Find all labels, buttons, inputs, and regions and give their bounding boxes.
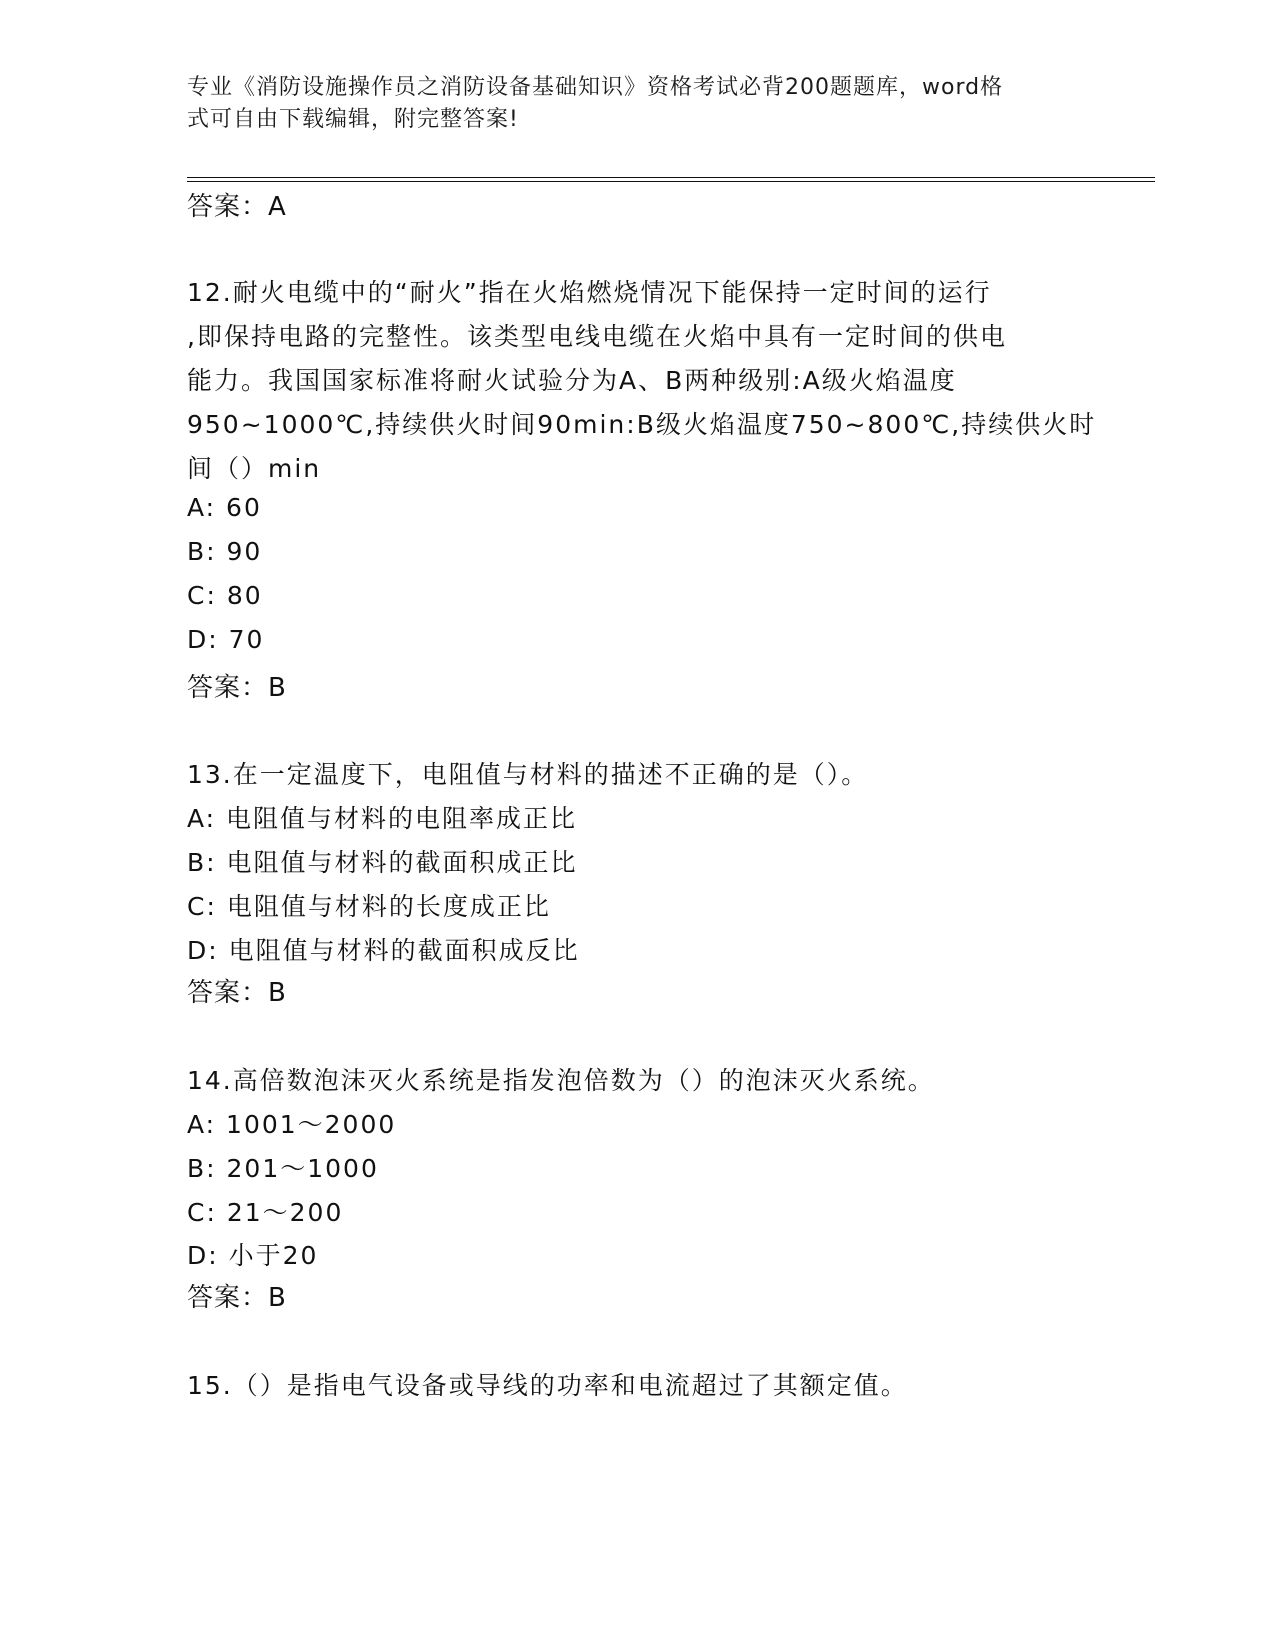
answer-q11: 答案：A [187, 192, 287, 222]
question-15-stem: 15.（）是指电气设备或导线的功率和电流超过了其额定值。 [187, 1371, 908, 1400]
question-12-option-c: C: 80 [187, 581, 263, 610]
question-13-option-d: D: 电阻值与材料的截面积成反比 [187, 936, 580, 965]
question-14-answer: 答案：B [187, 1283, 287, 1313]
question-14-option-a: A: 1001～2000 [187, 1110, 397, 1139]
question-12-line-5: 间（）min [187, 454, 322, 483]
question-12-line-4: 950~1000℃,持续供火时间90min:B级火焰温度750~800℃,持续供火时 [187, 410, 1097, 439]
question-12-line-3: 能力。我国国家标准将耐火试验分为A、B两种级别:A级火焰温度 [187, 366, 957, 395]
question-14-option-b: B: 201～1000 [187, 1154, 379, 1183]
question-12-line-1: 12.耐火电缆中的“耐火”指在火焰燃烧情况下能保持一定时间的运行 [187, 278, 992, 307]
header-rule-bottom [187, 181, 1155, 182]
question-12-line-2: ,即保持电路的完整性。该类型电线电缆在火焰中具有一定时间的供电 [187, 322, 1007, 351]
header-rule-top [187, 177, 1155, 178]
question-13-option-c: C: 电阻值与材料的长度成正比 [187, 892, 551, 921]
question-12-option-d: D: 70 [187, 625, 265, 654]
question-13-stem: 13.在一定温度下，电阻值与材料的描述不正确的是（）。 [187, 760, 869, 789]
question-14-stem: 14.高倍数泡沫灭火系统是指发泡倍数为（）的泡沫灭火系统。 [187, 1066, 935, 1095]
question-13-option-b: B: 电阻值与材料的截面积成正比 [187, 848, 578, 877]
question-14-option-d: D: 小于20 [187, 1241, 319, 1270]
document-header [187, 72, 1087, 136]
question-12-option-b: B: 90 [187, 537, 263, 566]
question-13-answer: 答案：B [187, 978, 287, 1008]
header-line-2: 式可自由下载编辑，附完整答案! [187, 107, 519, 132]
question-12-option-a: A: 60 [187, 493, 262, 522]
question-13-option-a: A: 电阻值与材料的电阻率成正比 [187, 804, 578, 833]
question-12-answer: 答案：B [187, 673, 287, 703]
header-line-1: 专业《消防设施操作员之消防设备基础知识》资格考试必背200题题库，word格 [187, 75, 1004, 100]
question-14-option-c: C: 21～200 [187, 1198, 344, 1227]
